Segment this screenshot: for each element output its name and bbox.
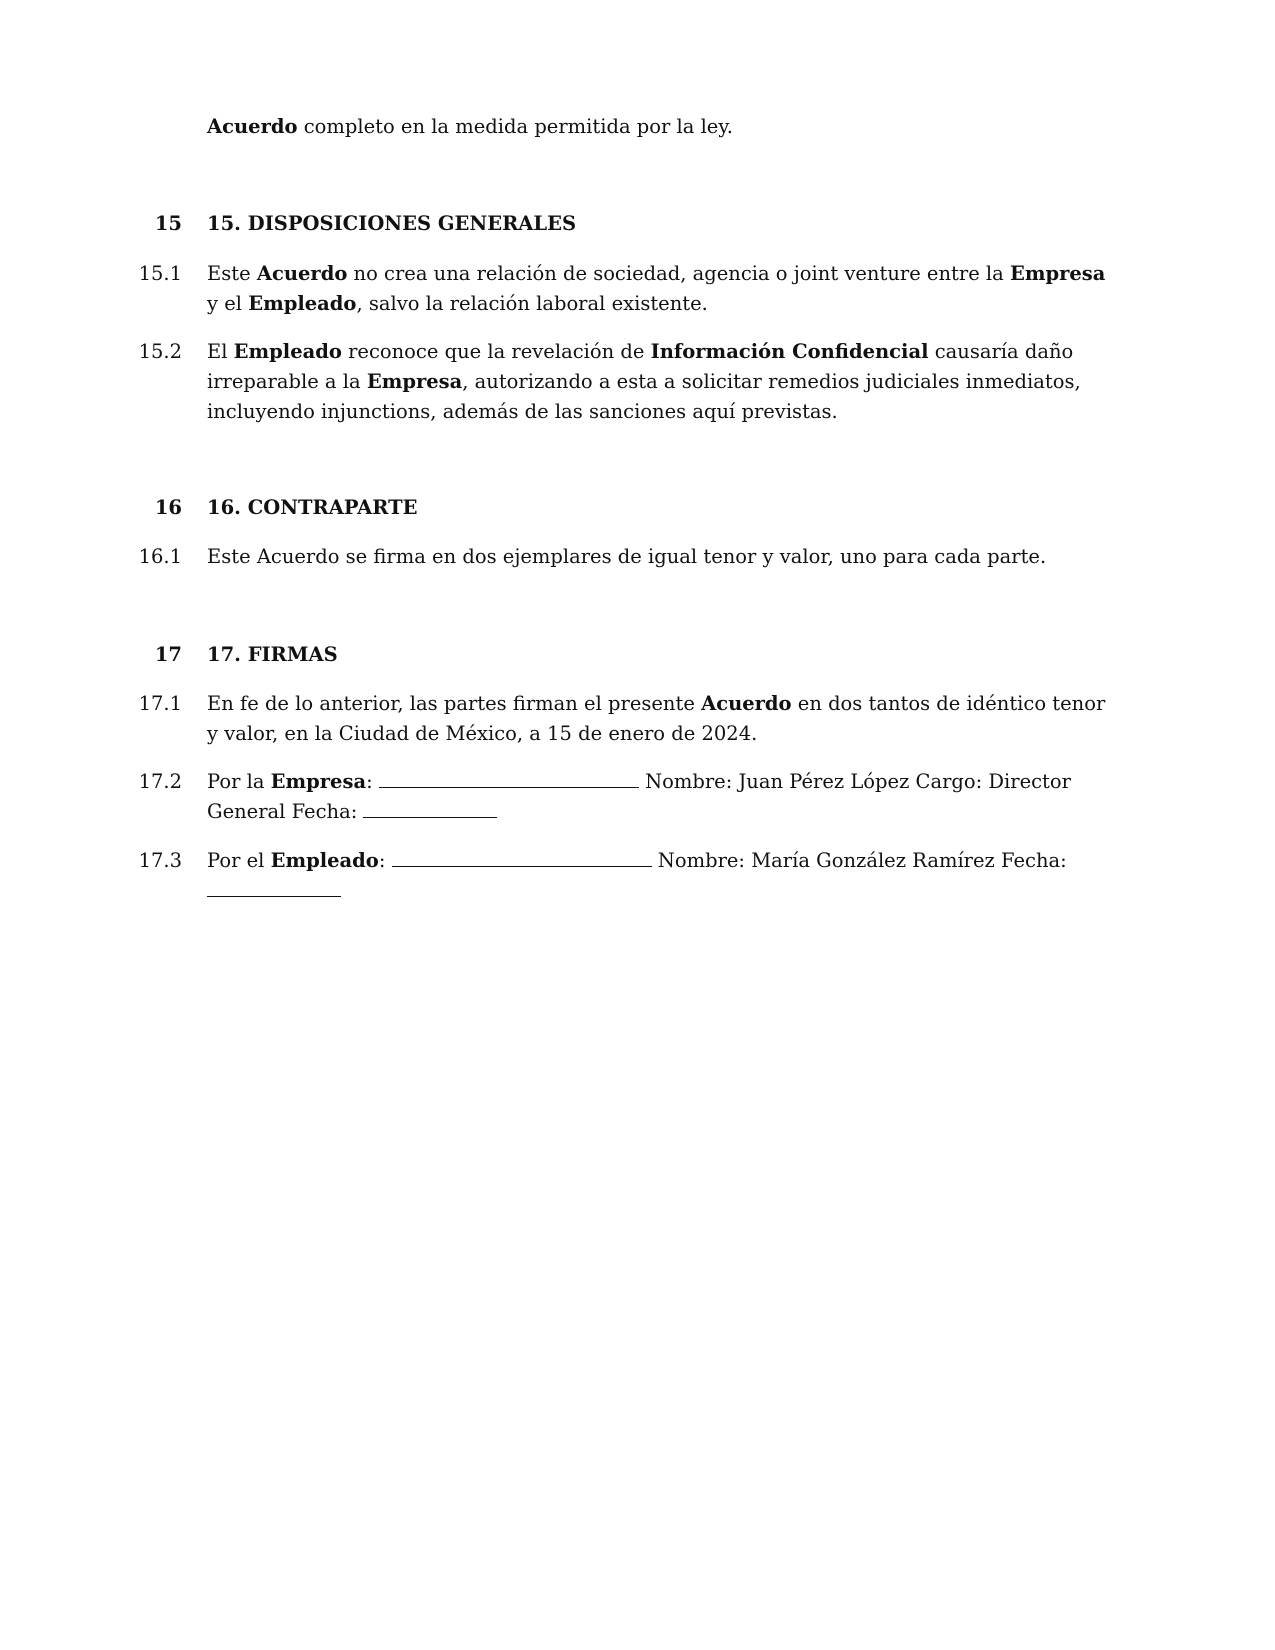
- clause-fragment: reconoce que la revelación de: [341, 340, 651, 363]
- date-line[interactable]: [207, 878, 341, 897]
- clause-fragment: y el: [207, 292, 249, 315]
- section-title: 16. CONTRAPARTE: [207, 496, 418, 519]
- clause-number: 16.1: [138, 545, 182, 568]
- term-empleado: Empleado: [270, 849, 379, 872]
- clause-text: [207, 689, 1117, 749]
- section-title: 17. FIRMAS: [207, 643, 338, 666]
- section-number: 16: [154, 496, 182, 519]
- clause-number: 17.1: [138, 692, 182, 715]
- clause-fragment: :: [366, 770, 379, 793]
- term-acuerdo: Acuerdo: [207, 115, 298, 138]
- clause-fragment: no crea una relación de sociedad, agencia o joint venture entre la: [347, 262, 1010, 285]
- term-informacion-confidencial: Información Confidencial: [650, 340, 929, 363]
- continuation-text: [207, 112, 1117, 142]
- clause-fragment: , autorizando a esta a solicitar remedios judiciales inmediatos, incluyendo injunctions, además de las sanciones aquí previstas.: [207, 370, 1081, 423]
- clause-fragment: , salvo la relación laboral existente.: [356, 292, 708, 315]
- section-number: 15: [154, 212, 182, 235]
- clause-number: 17.2: [138, 770, 182, 793]
- clause-fragment: En fe de lo anterior, las partes firman el presente: [207, 692, 702, 715]
- clause-fragment: Por el: [207, 849, 271, 872]
- clause-number: 15.1: [138, 262, 182, 285]
- term-empresa: Empresa: [270, 770, 367, 793]
- clause-fragment: Nombre: María González Ramírez Fecha:: [651, 849, 1067, 872]
- continuation-rest: completo en la medida permitida por la ley.: [297, 115, 733, 138]
- section-number: 17: [154, 643, 182, 666]
- signature-line[interactable]: [392, 848, 652, 867]
- date-line[interactable]: [363, 799, 497, 818]
- clause-text: Este Acuerdo se firma en dos ejemplares de igual tenor y valor, uno para cada parte.: [207, 545, 1047, 568]
- term-acuerdo: Acuerdo: [701, 692, 792, 715]
- clause-text: [207, 337, 1117, 427]
- clause-fragment: Por la: [207, 770, 271, 793]
- clause-fragment: Este: [207, 262, 257, 285]
- clause-number: 17.3: [138, 849, 182, 872]
- term-acuerdo: Acuerdo: [256, 262, 348, 285]
- clause-fragment: El: [207, 340, 234, 363]
- clause-fragment: Nombre: Juan Pérez López Cargo: Director General Fecha:: [207, 770, 1071, 823]
- clause-fragment: en dos tantos de idéntico tenor y valor, en la Ciudad de México, a 15 de enero de 2024.: [207, 692, 1106, 745]
- clause-number: 15.2: [138, 340, 182, 363]
- clause-text: [207, 767, 1117, 827]
- term-empresa: Empresa: [1010, 262, 1106, 285]
- clause-text: [207, 259, 1117, 319]
- term-empleado: Empleado: [233, 340, 342, 363]
- term-empleado: Empleado: [248, 292, 357, 315]
- clause-text: [207, 846, 1117, 906]
- clause-fragment: :: [378, 849, 392, 872]
- signature-line[interactable]: [379, 769, 639, 788]
- section-title: 15. DISPOSICIONES GENERALES: [207, 212, 577, 235]
- clause-fragment: causaría daño irreparable a la: [207, 340, 1074, 393]
- term-empresa: Empresa: [366, 370, 463, 393]
